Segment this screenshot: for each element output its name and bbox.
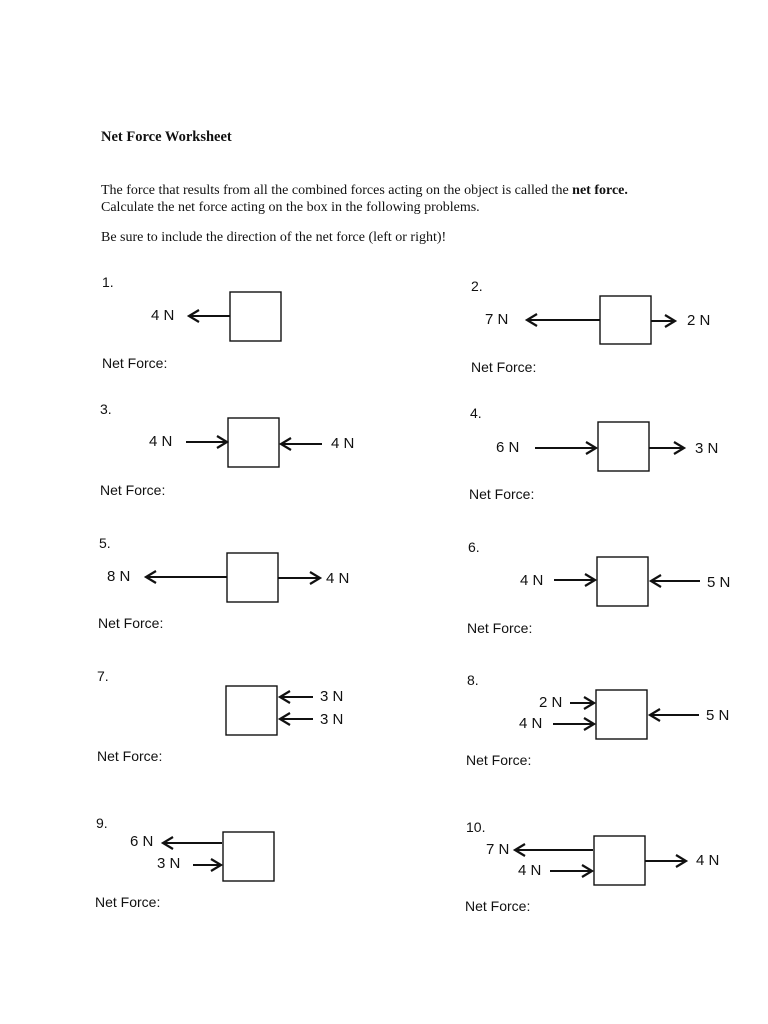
box <box>598 422 649 471</box>
force-label: 5 N <box>706 707 730 724</box>
force-label: 3 N <box>695 440 719 457</box>
problem-9-diagram <box>163 832 274 881</box>
net-force-label: Net Force: <box>469 486 535 502</box>
box <box>226 686 277 735</box>
force-label: 4 N <box>518 862 542 879</box>
box <box>230 292 281 341</box>
force-label: 8 N <box>107 568 131 585</box>
direction-reminder: Be sure to include the direction of the net force (left or right)! <box>101 230 447 245</box>
force-label: 3 N <box>157 855 181 872</box>
problem-5-diagram <box>146 553 320 602</box>
force-label: 2 N <box>539 694 563 711</box>
net-force-label: Net Force: <box>100 482 166 498</box>
intro-text-1: The force that results from all the combined forces acting on the object is called the <box>101 183 569 198</box>
problem-number: 4. <box>470 405 482 421</box>
force-label: 4 N <box>519 715 543 732</box>
intro-bold-term: net force. <box>572 183 628 198</box>
force-label: 7 N <box>485 311 509 328</box>
net-force-label: Net Force: <box>97 748 163 764</box>
problem-3-diagram <box>186 418 322 467</box>
problem-number: 3. <box>100 401 112 417</box>
problem-number: 10. <box>466 819 486 835</box>
force-label: 4 N <box>326 570 350 587</box>
box <box>228 418 279 467</box>
box <box>223 832 274 881</box>
force-label: 5 N <box>707 574 731 591</box>
net-force-label: Net Force: <box>466 752 532 768</box>
force-label: 4 N <box>149 433 173 450</box>
net-force-label: Net Force: <box>471 359 537 375</box>
net-force-label: Net Force: <box>465 898 531 914</box>
box <box>596 690 647 739</box>
problem-6-diagram <box>554 557 700 606</box>
worksheet-title: Net Force Worksheet <box>101 129 232 145</box>
net-force-label: Net Force: <box>467 620 533 636</box>
force-label: 3 N <box>320 711 344 728</box>
force-label: 6 N <box>130 833 154 850</box>
net-force-label: Net Force: <box>102 355 168 371</box>
box <box>594 836 645 885</box>
force-label: 7 N <box>486 841 510 858</box>
intro-text-2: Calculate the net force acting on the box in the following problems. <box>101 200 480 215</box>
problem-7-diagram <box>226 686 313 735</box>
problem-10-diagram <box>515 836 686 885</box>
force-label: 4 N <box>696 852 720 869</box>
force-label: 3 N <box>320 688 344 705</box>
force-label: 6 N <box>496 439 520 456</box>
net-force-label: Net Force: <box>98 615 164 631</box>
problem-number: 9. <box>96 815 108 831</box>
force-label: 4 N <box>151 307 175 324</box>
force-label: 4 N <box>520 572 544 589</box>
box <box>227 553 278 602</box>
problem-number: 5. <box>99 535 111 551</box>
problem-number: 1. <box>102 274 114 290</box>
problem-2-diagram <box>527 296 675 344</box>
box <box>597 557 648 606</box>
problem-number: 2. <box>471 278 483 294</box>
force-label: 2 N <box>687 312 711 329</box>
problem-4-diagram <box>535 422 684 471</box>
problem-number: 7. <box>97 668 109 684</box>
problem-number: 8. <box>467 672 479 688</box>
problem-8-diagram <box>553 690 699 739</box>
net-force-label: Net Force: <box>95 894 161 910</box>
problem-1-diagram <box>189 292 281 341</box>
problem-number: 6. <box>468 539 480 555</box>
box <box>600 296 651 344</box>
force-label: 4 N <box>331 435 355 452</box>
